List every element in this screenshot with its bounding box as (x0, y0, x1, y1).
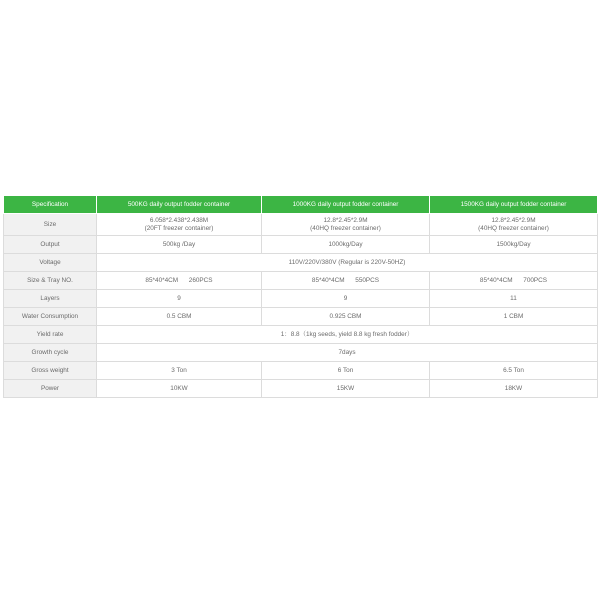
cell-output-1500kg: 1500kg/Day (430, 236, 598, 254)
row-layers (4, 290, 598, 308)
cell-tray-1000kg: 85*40*4CM 550PCS (262, 272, 430, 290)
label-tray: Size & Tray NO. (4, 272, 97, 290)
cell-tray-1500kg: 85*40*4CM 700PCS (430, 272, 598, 290)
size-1500kg-container: (40HQ freezer container) (478, 224, 549, 232)
spec-table (3, 195, 598, 398)
header-row (4, 196, 598, 214)
label-gross: Gross weight (4, 362, 97, 380)
row-water (4, 308, 598, 326)
cell-growth: 7days (97, 344, 598, 362)
row-yield (4, 326, 598, 344)
cell-power-1000kg: 15KW (262, 380, 430, 398)
cell-power-500kg: 10KW (97, 380, 262, 398)
cell-yield: 1：8.8（1kg seeds, yield 8.8 kg fresh fodder） (97, 326, 598, 344)
size-500kg-container: (20FT freezer container) (144, 224, 214, 232)
label-water: Water Consumption (4, 308, 97, 326)
row-gross (4, 362, 598, 380)
cell-gross-1500kg: 6.5 Ton (430, 362, 598, 380)
row-tray (4, 272, 598, 290)
cell-water-1500kg: 1 CBM (430, 308, 598, 326)
cell-layers-1000kg: 9 (262, 290, 430, 308)
table-header (4, 196, 598, 214)
header-specification: Specification (4, 196, 97, 214)
row-power (4, 380, 598, 398)
size-1000kg-container: (40HQ freezer container) (310, 224, 381, 232)
cell-water-1000kg: 0.925 CBM (262, 308, 430, 326)
row-growth (4, 344, 598, 362)
size-1500kg-dimensions: 12.8*2.45*2.9M (491, 216, 536, 224)
cell-layers-1500kg: 11 (430, 290, 598, 308)
cell-power-1500kg: 18KW (430, 380, 598, 398)
cell-output-500kg: 500kg /Day (97, 236, 262, 254)
cell-size-1000kg (262, 214, 430, 236)
label-growth: Growth cycle (4, 344, 97, 362)
label-output: Output (4, 236, 97, 254)
size-1000kg-dimensions: 12.8*2.45*2.9M (323, 216, 368, 224)
label-yield: Yield rate (4, 326, 97, 344)
row-voltage (4, 254, 598, 272)
row-output (4, 236, 598, 254)
size-500kg-dimensions: 6.058*2.438*2.438M (149, 216, 209, 224)
cell-tray-500kg: 85*40*4CM 260PCS (97, 272, 262, 290)
table-body (4, 214, 598, 398)
label-size: Size (4, 214, 97, 236)
label-voltage: Voltage (4, 254, 97, 272)
cell-gross-500kg: 3 Ton (97, 362, 262, 380)
cell-size-500kg (97, 214, 262, 236)
cell-voltage: 110V/220V/380V (Regular is 220V-50HZ) (97, 254, 598, 272)
row-size (4, 214, 598, 236)
cell-size-1500kg (430, 214, 598, 236)
label-layers: Layers (4, 290, 97, 308)
header-500kg: 500KG daily output fodder container (97, 196, 262, 214)
header-1500kg: 1500KG daily output fodder container (430, 196, 598, 214)
cell-gross-1000kg: 6 Ton (262, 362, 430, 380)
cell-output-1000kg: 1000kg/Day (262, 236, 430, 254)
label-power: Power (4, 380, 97, 398)
cell-water-500kg: 0.5 CBM (97, 308, 262, 326)
header-1000kg: 1000KG daily output fodder container (262, 196, 430, 214)
cell-layers-500kg: 9 (97, 290, 262, 308)
